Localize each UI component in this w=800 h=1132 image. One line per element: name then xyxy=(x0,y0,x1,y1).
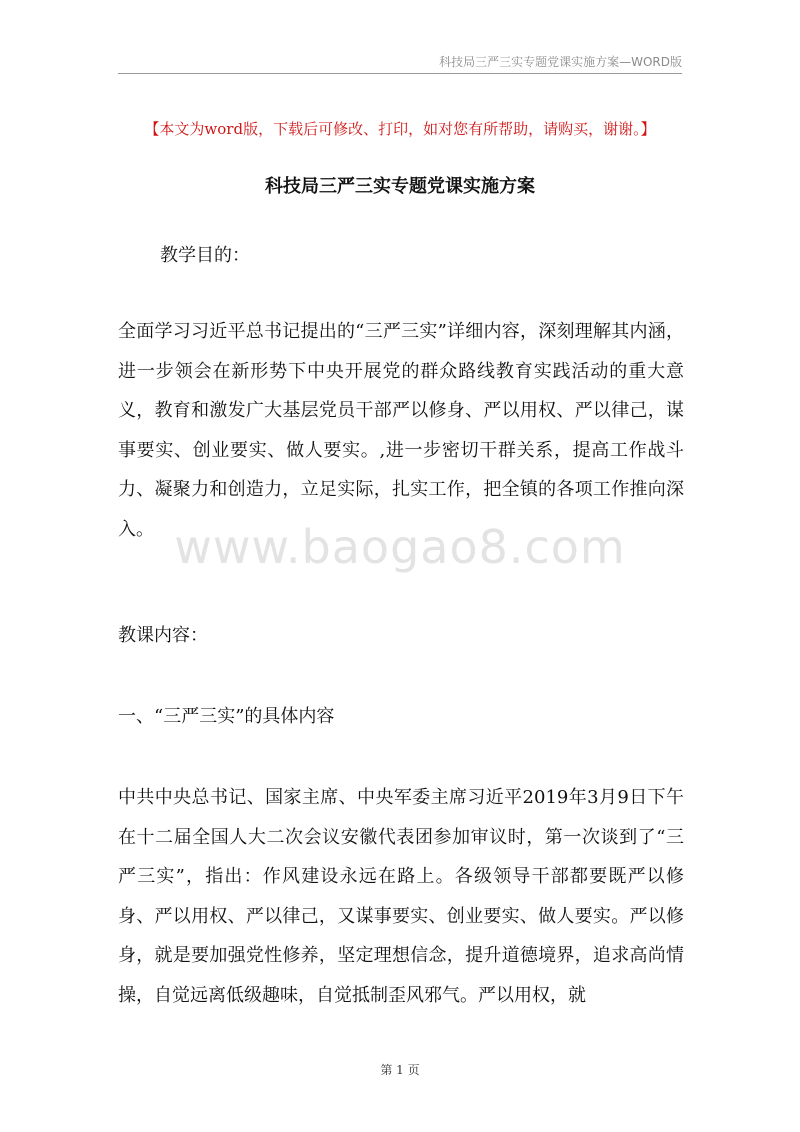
download-notice: 【本文为word版，下载后可修改、打印，如对您有所帮助，请购买，谢谢。】 xyxy=(144,120,656,138)
content-heading: 教课内容： xyxy=(118,625,208,646)
part1-paragraph: 中共中央总书记、国家主席、中央军委主席习近平2019年3月9日下午在十二届全国人大二次会议安徽代表团参加审议时，第一次谈到了“三严三实”，指出：作风建设永远在路上。各级领导干部都要既严以修身、严以用权、严以律己，又谋事要实、创业要实、做人要实。严以修身，就是要加强党性修养，坚定理想信念，提升道德境界，追求高尚情操，自觉远离低级趣味，自觉抵制歪风邪气。严以用权，就 xyxy=(118,787,684,1006)
header-divider xyxy=(118,73,682,74)
running-header: 科技局三严三实专题党课实施方案—WORD版 xyxy=(439,55,682,69)
watermark: www.baogao8.com xyxy=(174,520,626,574)
objective-paragraph: 全面学习习近平总书记提出的“三严三实”详细内容，深刻理解其内涵，进一步领会在新形势下中央开展党的群众路线教育实践活动的重大意义，教育和激发广大基层党员干部严以修身、严以用权、严以律己，谋事要实、创业要实、做人要实。,进一步密切干群关系，提高工作战斗力、凝聚力和创造力，立足实际，扎实工作，把全镇的各项工作推向深入。 xyxy=(118,321,684,540)
part1-heading: 一、“三严三实”的具体内容 xyxy=(118,706,335,727)
objective-heading: 教学目的： xyxy=(160,245,250,266)
document-title: 科技局三严三实专题党课实施方案 xyxy=(265,176,535,197)
page-number: 第 1 页 xyxy=(380,1063,420,1077)
